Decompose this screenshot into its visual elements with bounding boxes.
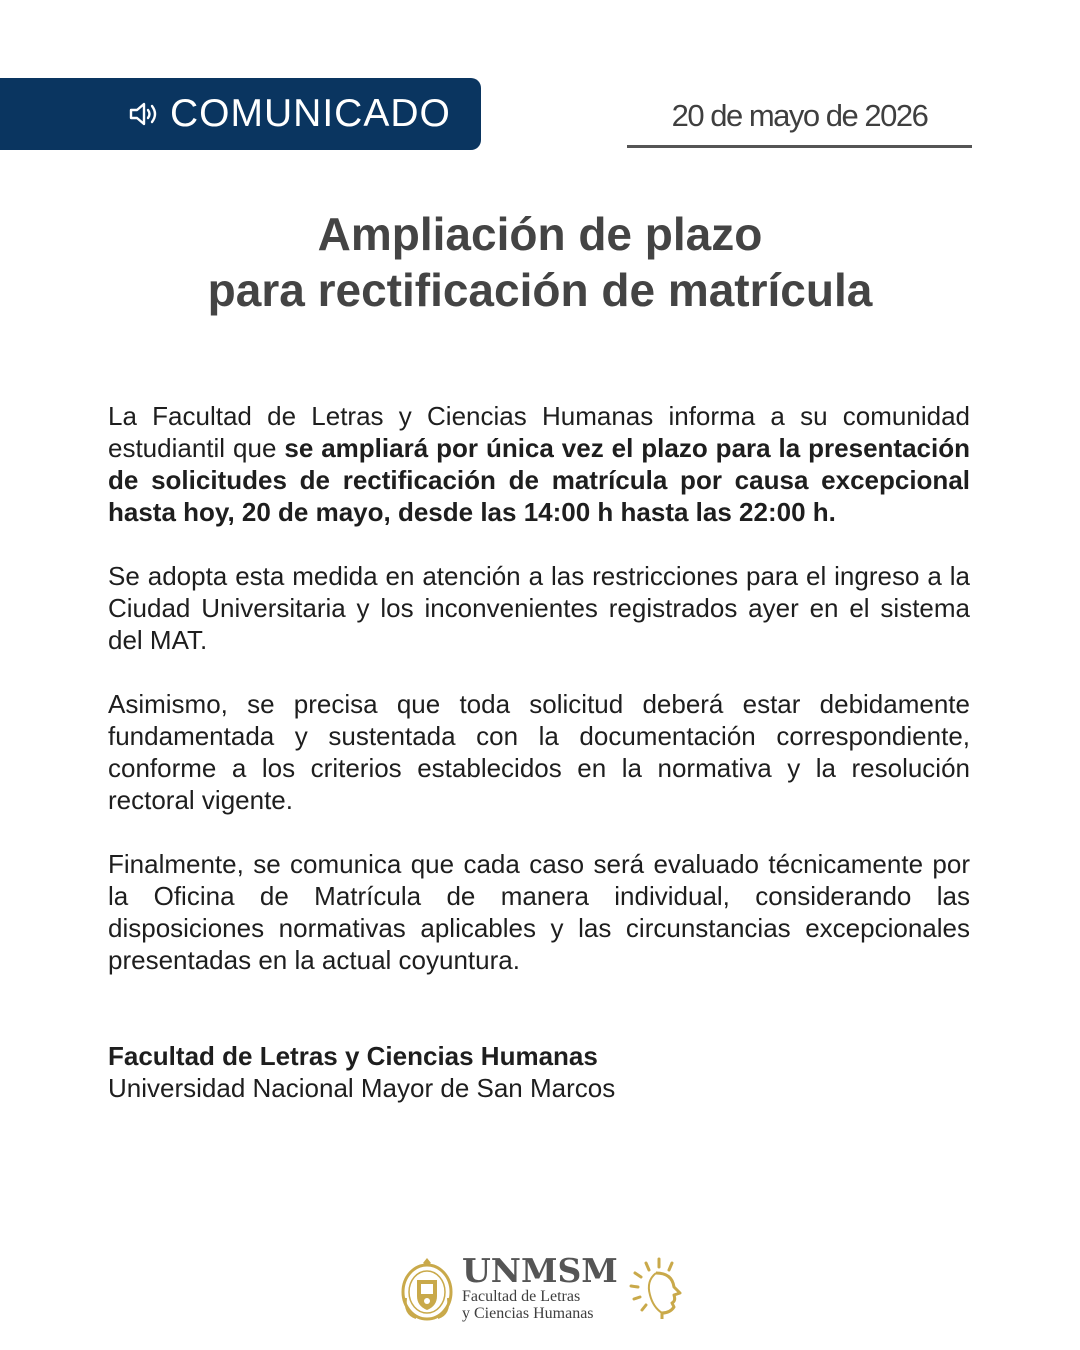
footer-logo (400, 1252, 692, 1324)
logo-sub-text-2: y Ciencias Humanas (462, 1305, 594, 1322)
publication-date: 20 de mayo de 2026 (671, 98, 928, 133)
paragraph-1-intro: La Facultad de Letras y Ciencias Humanas informa a su comunidad estudiantil que (108, 401, 970, 463)
logo-sub-text-1: Facultad de Letras (462, 1288, 581, 1305)
title-line-1: Ampliación de plazo (317, 208, 763, 260)
paragraph-4: Finalmente, se comunica que cada caso será evaluado técnicamente por la Oficina de Matrícula de manera individual, considerando las disposiciones normativas aplicables y las circunstancias excepcionales presentadas en la actual coyuntura. (108, 849, 970, 975)
speaker-icon (128, 100, 160, 128)
paragraph-1 (108, 400, 970, 528)
title-line-2: para rectificación de matrícula (207, 264, 873, 316)
university-seal-icon (400, 1254, 454, 1322)
signature-faculty: Facultad de Letras y Ciencias Humanas (108, 1041, 598, 1071)
signature-block (108, 1040, 615, 1104)
paragraph-3: Asimismo, se precisa que toda solicitud deberá estar debidamente fundamentada y sustentada con la documentación correspondiente, conforme a los criterios establecidos en la normativa y la resolución rectoral vigente. (108, 689, 970, 815)
logo-main-text: UNMSM (462, 1251, 618, 1290)
signature-university: Universidad Nacional Mayor de San Marcos (108, 1073, 616, 1103)
date-underline (627, 145, 972, 148)
paragraph-2: Se adopta esta medida en atención a las restricciones para el ingreso a la Ciudad Universitaria y los inconvenientes registrados ayer en el sistema del MAT. (108, 561, 970, 655)
logo-wordmark (462, 1251, 618, 1322)
comunicado-banner (0, 78, 481, 150)
announcement-body (108, 400, 970, 1008)
paragraph-1-highlight: se ampliará por única vez el plazo para la presentación de solicitudes de rectificación de matrícula por causa excepcional hasta hoy, 20 de mayo, desde las 14:00 h hasta las 22:00 h. (108, 433, 971, 527)
page-title (0, 206, 1080, 318)
banner-label: COMUNICADO (170, 92, 451, 135)
sun-profile-icon (626, 1255, 692, 1321)
